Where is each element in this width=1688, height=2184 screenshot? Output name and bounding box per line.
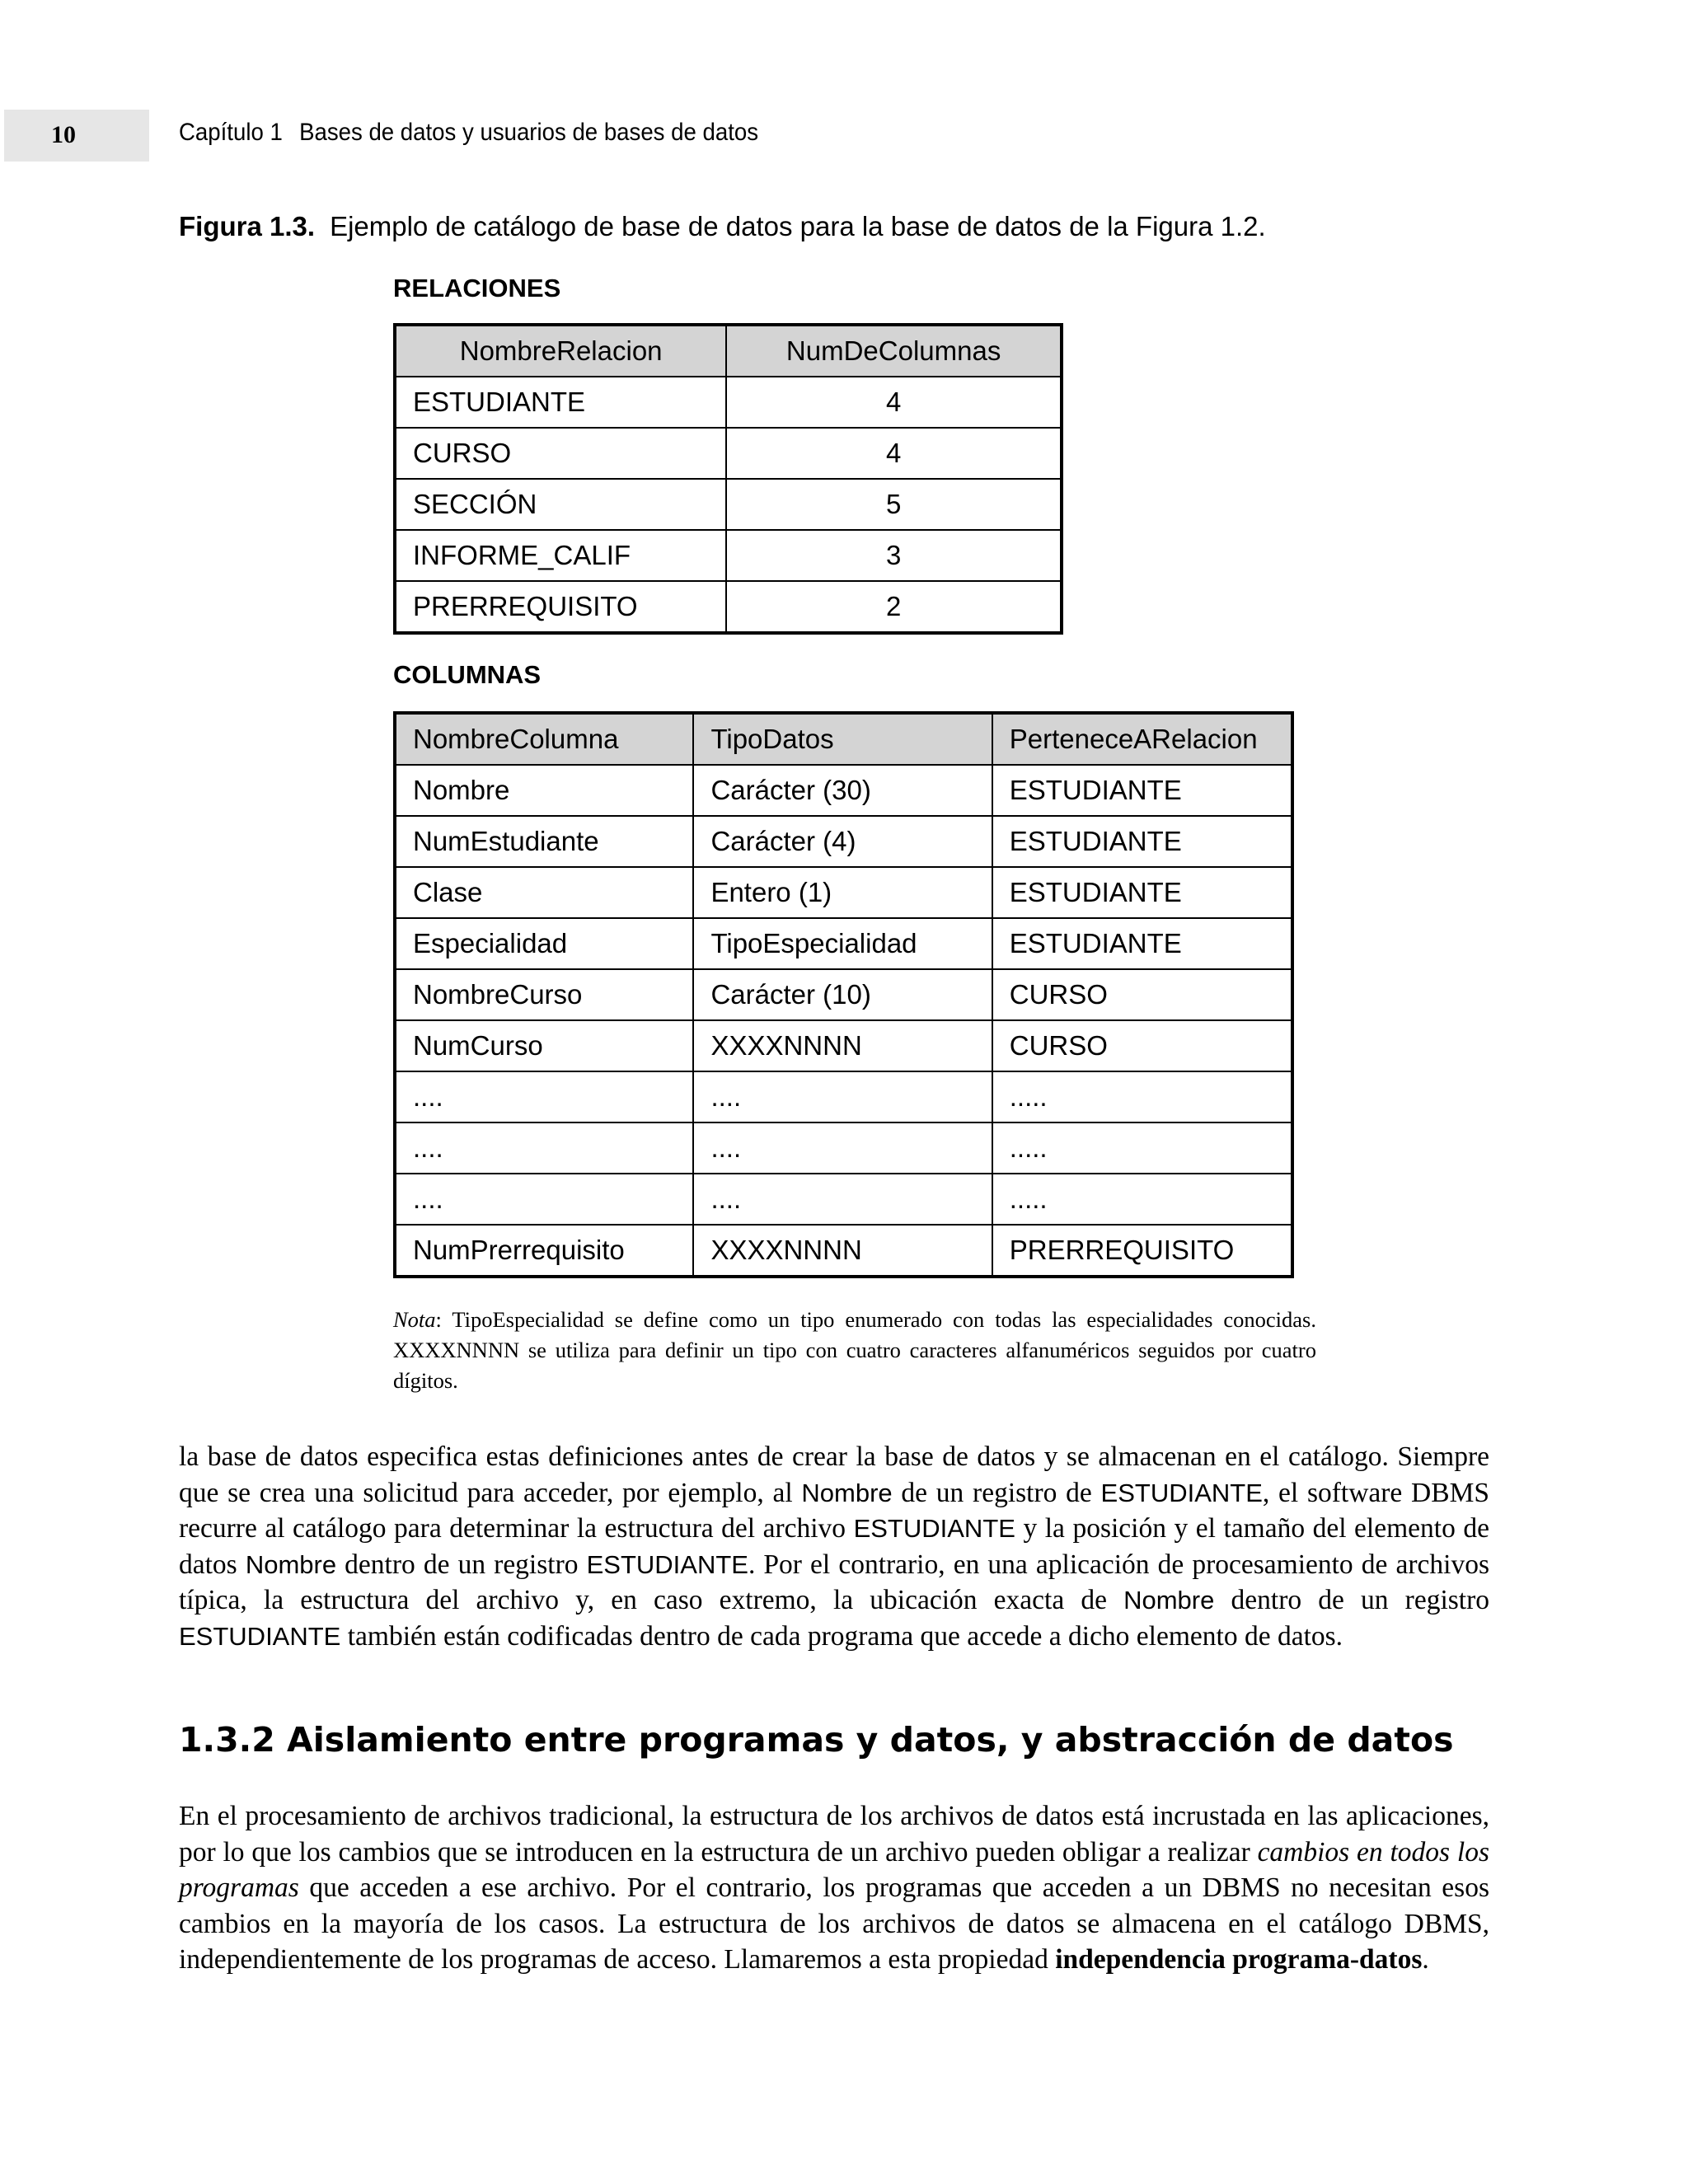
table-row (395, 530, 1062, 581)
table-row (395, 816, 1292, 867)
code-term: Nombre (1123, 1586, 1215, 1615)
cell: .... (693, 1122, 992, 1174)
relaciones-table (393, 323, 1063, 635)
figure-caption (179, 211, 1266, 242)
column-header: TipoDatos (693, 713, 992, 765)
cell: ESTUDIANTE (395, 377, 726, 428)
columnas-title: COLUMNAS (393, 660, 542, 689)
table-header-row (395, 713, 1292, 765)
cell: .... (693, 1174, 992, 1225)
code-term: Nombre (801, 1478, 893, 1507)
cell: .... (693, 1071, 992, 1122)
cell: 5 (726, 479, 1062, 530)
table-row (395, 1122, 1292, 1174)
cell: 2 (726, 581, 1062, 633)
text-run: de un registro de (892, 1477, 1101, 1508)
table-row (395, 377, 1062, 428)
cell: 4 (726, 377, 1062, 428)
bold-term: independencia programa-datos (1055, 1944, 1423, 1975)
cell: 4 (726, 428, 1062, 479)
text-run: . Por el contrario, en una aplicación de procesamiento de archivos típica, la estructura del archivo y, en caso extremo, la ubicación exacta de (179, 1549, 1489, 1616)
cell: NumPrerrequisito (395, 1225, 693, 1277)
text-run: que acceden a ese archivo. Por el contrario, los programas que acceden a un DBMS no necesitan esos cambios en la mayoría de los casos. La estructura de los archivos de datos se almacena en el catálogo DBMS, independientemente de los programas de acceso. Llamaremos a esta propiedad (179, 1872, 1489, 1975)
body-paragraph-1 (179, 1439, 1489, 1655)
chapter-label: Capítulo 1 (179, 119, 283, 146)
cell: NumCurso (395, 1020, 693, 1071)
cell: NombreCurso (395, 969, 693, 1020)
table-row (395, 479, 1062, 530)
cell: INFORME_CALIF (395, 530, 726, 581)
table-note (393, 1305, 1316, 1396)
figure-label: Figura 1.3. (179, 211, 316, 241)
cell: XXXXNNNN (693, 1225, 992, 1277)
cell: PRERREQUISITO (992, 1225, 1292, 1277)
cell: CURSO (992, 969, 1292, 1020)
body-paragraph-2 (179, 1798, 1489, 1978)
cell: .... (395, 1174, 693, 1225)
table-header-row (395, 325, 1062, 377)
cell: Clase (395, 867, 693, 918)
table-row (395, 765, 1292, 816)
cell: .... (395, 1071, 693, 1122)
cell: NumEstudiante (395, 816, 693, 867)
cell: 3 (726, 530, 1062, 581)
text-run: , el software DBMS recurre al catálogo para determinar la estructura del archivo (179, 1477, 1490, 1544)
table-row (395, 918, 1292, 969)
cell: Carácter (30) (693, 765, 992, 816)
emphasis-text: cambios en todos los programas (179, 1836, 1490, 1904)
cell: CURSO (992, 1020, 1292, 1071)
cell: Especialidad (395, 918, 693, 969)
chapter-title: Bases de datos y usuarios de bases de datos (299, 119, 759, 146)
column-header: NombreRelacion (395, 325, 726, 377)
table-row (395, 867, 1292, 918)
text-run: . (1422, 1944, 1429, 1975)
page-number: 10 (51, 121, 76, 148)
text-run: dentro de un registro (1214, 1585, 1489, 1616)
cell: ESTUDIANTE (992, 867, 1292, 918)
code-term: Nombre (245, 1549, 337, 1579)
cell: TipoEspecialidad (693, 918, 992, 969)
table-row (395, 581, 1062, 633)
cell: ESTUDIANTE (992, 765, 1292, 816)
note-label: Nota (393, 1307, 436, 1332)
page-number-box (4, 110, 149, 162)
figure-caption-text: Ejemplo de catálogo de base de datos para la base de datos de la Figura 1.2. (330, 211, 1266, 241)
text-run: dentro de un registro (336, 1549, 587, 1580)
code-term: ESTUDIANTE (179, 1621, 341, 1651)
column-header: NumDeColumnas (726, 325, 1062, 377)
table-row (395, 1020, 1292, 1071)
table-row (395, 1174, 1292, 1225)
column-header: PerteneceARelacion (992, 713, 1292, 765)
text-run: también están codificadas dentro de cada programa que accede a dicho elemento de datos. (340, 1620, 1343, 1652)
table-row (395, 428, 1062, 479)
code-term: ESTUDIANTE (853, 1514, 1015, 1544)
code-term: ESTUDIANTE (586, 1549, 748, 1579)
cell: ..... (992, 1174, 1292, 1225)
code-term: ESTUDIANTE (1100, 1478, 1263, 1507)
cell: ESTUDIANTE (992, 816, 1292, 867)
cell: CURSO (395, 428, 726, 479)
cell: ..... (992, 1122, 1292, 1174)
cell: Carácter (4) (693, 816, 992, 867)
column-header: NombreColumna (395, 713, 693, 765)
cell: ..... (992, 1071, 1292, 1122)
cell: Nombre (395, 765, 693, 816)
text-run: y la posición y el tamaño del elemento de datos (179, 1513, 1489, 1580)
cell: XXXXNNNN (693, 1020, 992, 1071)
cell: Entero (1) (693, 867, 992, 918)
relaciones-title: RELACIONES (393, 274, 561, 302)
cell: Carácter (10) (693, 969, 992, 1020)
table-row (395, 1071, 1292, 1122)
section-heading: 1.3.2 Aislamiento entre programas y datos, y abstracción de datos (179, 1720, 1454, 1760)
cell: .... (395, 1122, 693, 1174)
cell: PRERREQUISITO (395, 581, 726, 633)
table-row (395, 969, 1292, 1020)
text-run: En el procesamiento de archivos tradicional, la estructura de los archivos de datos está incrustada en las aplicaciones, por lo que los cambios que se introducen en la estructura de un archivo pueden obligar a realizar (179, 1801, 1489, 1868)
note-text: : TipoEspecialidad se define como un tipo enumerado con todas las especialidades conocidas. XXXXNNNN se utiliza para definir un tipo con cuatro caracteres alfanuméricos seguidos por cuatro dígitos. (393, 1307, 1316, 1393)
cell: ESTUDIANTE (992, 918, 1292, 969)
text-run: la base de datos especifica estas definiciones antes de crear la base de datos y se almacenan en el catálogo. Siempre que se crea una solicitud para acceder, por ejemplo, al (179, 1441, 1489, 1508)
cell: SECCIÓN (395, 479, 726, 530)
columnas-table (393, 711, 1294, 1278)
table-row (395, 1225, 1292, 1277)
running-head (179, 119, 758, 147)
